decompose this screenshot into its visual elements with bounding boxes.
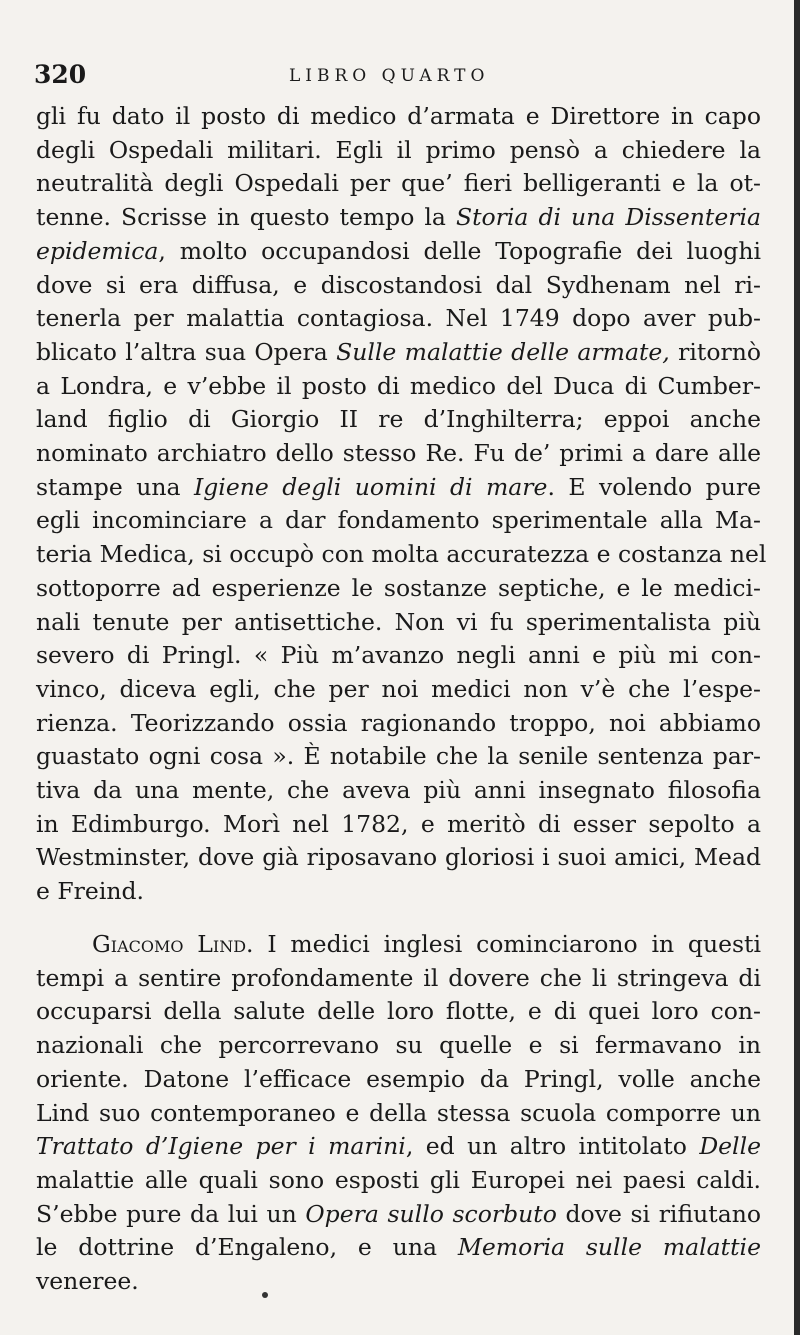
text-line: blicato l’altra sua Opera Sulle malattie delle armate, ritornò	[36, 337, 761, 366]
text-line: sottoporre ad esperienze le sostanze septiche, e le medici-	[36, 573, 761, 602]
text-line: S’ebbe pure da lui un Opera sullo scorbuto dove si rifiutano	[36, 1199, 761, 1228]
page-header	[34, 60, 754, 90]
section-name: Giacomo Lind.	[92, 930, 254, 958]
text-line: nazionali che percorrevano su quelle e si fermavano in	[36, 1031, 761, 1060]
text-line: malattie alle quali sono esposti gli Europei nei paesi caldi.	[36, 1165, 761, 1194]
text-line: nali tenute per antisettiche. Non vi fu sperimentalista più	[36, 607, 761, 636]
text-line: Westminster, dove già riposavano gloriosi i suoi amici, Mead	[36, 843, 761, 872]
page-number: 320	[34, 60, 87, 89]
text-line: rienza. Teorizzando ossia ragionando troppo, noi abbiamo	[36, 708, 761, 737]
text-line: tempi a sentire profondamente il dovere che li stringeva di	[36, 963, 761, 992]
text-line: Lind suo contemporaneo e della stessa scuola comporre un	[36, 1098, 761, 1127]
paragraph-pringle	[36, 100, 767, 909]
paragraph-lind	[36, 928, 761, 1299]
text-line: occuparsi della salute delle loro flotte, e di quei loro con-	[36, 997, 761, 1026]
text-line: tenerla per malattia contagiosa. Nel 1749 dopo aver pub-	[36, 304, 761, 333]
text-line: tiva da una mente, che aveva più anni insegnato filosofia	[36, 776, 761, 805]
text-line: le dottrine d’Engaleno, e una Memoria sulle malattie	[36, 1233, 761, 1262]
text-line: land figlio di Giorgio II re d’Inghilterra; eppoi anche	[36, 405, 761, 434]
running-title: LIBRO QUARTO	[289, 66, 490, 86]
text-line: gli fu dato il posto di medico d’armata e Direttore in capo	[36, 102, 761, 130]
text-line: dove si era diffusa, e discostandosi dal Sydhenam nel ri-	[36, 270, 761, 299]
text-line: Giacomo Lind. I medici inglesi cominciarono in questi	[92, 930, 762, 958]
text-line: teria Medica, si occupò con molta accuratezza e costanza nel	[36, 540, 767, 569]
text-line: guastato ogni cosa ». È notabile che la senile sentenza par-	[36, 742, 761, 771]
text-line: neutralità degli Ospedali per que’ fieri belligeranti e la ot-	[36, 169, 761, 198]
text-line: severo di Pringl. « Più m’avanzo negli anni e più mi con-	[36, 641, 761, 670]
text-line: in Edimburgo. Morì nel 1782, e meritò di esser sepolto a	[36, 809, 761, 838]
text-line: epidemica, molto occupandosi delle Topografie dei luoghi	[36, 236, 761, 265]
text-line: egli incominciare a dar fondamento sperimentale alla Ma-	[36, 506, 761, 535]
text-line: tenne. Scrisse in questo tempo la Storia di una Dissenteria	[36, 203, 761, 232]
text-line: veneree.	[36, 1267, 139, 1296]
text-line: stampe una Igiene degli uomini di mare. E volendo pure	[36, 472, 761, 501]
text-line: oriente. Datone l’efficace esempio da Pringl, volle anche	[36, 1064, 761, 1093]
ornament-dot	[262, 1292, 268, 1298]
text-line: nominato archiatro dello stesso Re. Fu de’ primi a dare alle	[36, 439, 761, 468]
text-line: degli Ospedali militari. Egli il primo pensò a chiedere la	[36, 135, 761, 164]
text-line: vinco, diceva egli, che per noi medici non v’è che l’espe-	[36, 674, 761, 703]
text-line: e Freind.	[36, 877, 144, 906]
text-line: Trattato d’Igiene per i marini, ed un altro intitolato Delle	[36, 1132, 761, 1161]
text-line: a Londra, e v’ebbe il posto di medico del Duca di Cumber-	[36, 371, 761, 400]
